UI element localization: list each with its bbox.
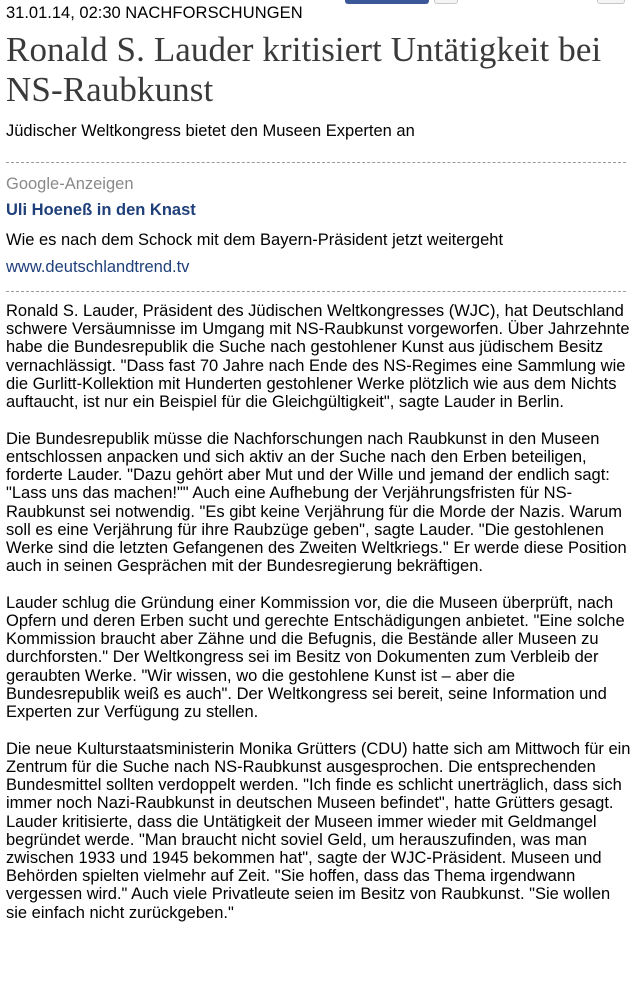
ad-title-link[interactable]: Uli Hoeneß in den Knast: [6, 201, 196, 219]
share-button[interactable]: [597, 0, 625, 4]
ad-label: Google-Anzeigen: [6, 175, 134, 193]
ad-text: Wie es nach dem Schock mit dem Bayern-Präsident jetzt weitergeht: [6, 231, 504, 249]
article-paragraph: Lauder schlug die Gründung einer Kommission vor, die die Museen überprüft, nach Opfern und deren Erben sucht und gerechte Entschädigungen anbietet. "Eine solche Kommission braucht aber Zähne und die Befugnis, die Bestände aller Museen zu durchforsten." Der Weltkongress sei im Besitz von Dokumenten zum Verbleib der geraubten Werke. "Wir wissen, wo die gestohlene Kunst ist – aber die Bundesrepublik weiß es auch". Der Weltkongress sei bereit, seine Information und Experten zur Verfügung zu stellen.: [6, 593, 625, 722]
facebook-share-button[interactable]: [345, 0, 429, 4]
article-subheadline: Jüdischer Weltkongress bietet den Museen Experten an: [6, 122, 415, 140]
ad-url-link[interactable]: www.deutschlandtrend.tv: [6, 258, 190, 276]
article-headline: Ronald S. Lauder kritisiert Untätigkeit bei NS-Raubkunst: [6, 30, 602, 109]
article-paragraph: Die neue Kulturstaatsministerin Monika Grütters (CDU) hatte sich am Mittwoch für ein Zentrum für die Suche nach NS-Raubkunst ausgesprochen. Die entsprechenden Bundesmittel sollten verdoppelt werden. "Ich finde es schlicht unerträglich, dass sich immer noch Nazi-Raubkunst in deutschen Museen befindet", hatte Grütters gesagt. Lauder kritisierte, dass die Untätigkeit der Museen immer wieder mit Geldmangel begründet werde. "Man braucht nicht soviel Geld, um herauszufinden, was man zwischen 1933 und 1945 bekommen hat", sagte der WJC-Präsident. Museen und Behörden spielten vielmehr auf Zeit. "Sie hoffen, dass das Thema irgendwann vergessen wird." Auch viele Privatleute seien im Besitz von Raubkunst. "Sie wollen sie einfach nicht zurückgeben.": [6, 739, 631, 922]
ad-divider-top: [6, 162, 626, 163]
article-section[interactable]: NACHFORSCHUNGEN: [125, 4, 303, 22]
ad-divider-bottom: [6, 291, 626, 292]
article-paragraph: Ronald S. Lauder, Präsident des Jüdischen Weltkongresses (WJC), hat Deutschland schwere Versäumnisse im Umgang mit NS-Raubkunst vorgeworfen. Über Jahrzehnte habe die Bundesrepublik die Suche nach gestohlener Kunst aus jüdischem Besitz vernachlässigt. "Dass fast 70 Jahre nach Ende des NS-Regimes eine Sammlung wie die Gurlitt-Kollektion mit Hunderten gestohlener Werke plötzlich wie aus dem Nichts auftaucht, ist nur ein Beispiel für die Gleichgültigkeit", sagte Lauder in Berlin.: [6, 302, 630, 412]
article-body: [6, 302, 632, 940]
article-meta: [6, 2, 303, 24]
share-count-box[interactable]: [434, 0, 458, 4]
article-date: 31.01.14, 02:30: [6, 4, 121, 22]
article-paragraph: Die Bundesrepublik müsse die Nachforschungen nach Raubkunst in den Museen entschlossen anpacken und sich aktiv an der Suche nach den Erben beteiligen, forderte Lauder. "Dazu gehört aber Mut und der Wille und jemand der endlich sagt: "Lass uns das machen!"" Auch eine Aufhebung der Verjährungsfristen für NS-Raubkunst sei notwendig. "Es gibt keine Verjährung für die Morde der Nazis. Warum soll es eine Verjährung für ihre Raubzüge geben", sagte Lauder. "Die gestohlenen Werke sind die letzten Gefangenen des Zweiten Weltkriegs." Er werde diese Position auch in seinen Gesprächen mit der Bundesregierung bekräftigen.: [6, 429, 627, 576]
